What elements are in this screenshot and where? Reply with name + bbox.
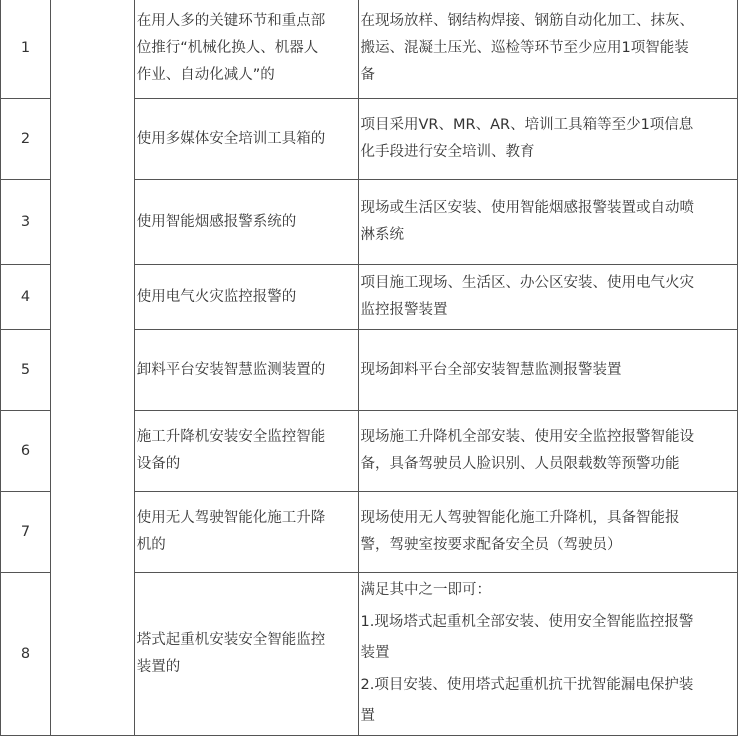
standard-cell: 项目采用VR、MR、AR、培训工具箱等至少1项信息 化手段进行安全培训、教育 [358, 99, 738, 180]
standard-cell: 现场施工升降机全部安装、使用安全监控报警智能设 备，具备驾驶员人脸识别、人员限载数等预警功能 [358, 411, 738, 492]
row-number: 2 [1, 99, 51, 180]
row-number: 6 [1, 411, 51, 492]
row-number: 7 [1, 492, 51, 573]
item-cell: 在用人多的关键环节和重点部 位推行“机械化换人、机器人 作业、自动化减人”的 [134, 0, 358, 99]
item-cell: 使用智能烟感报警系统的 [134, 180, 358, 265]
row-number: 1 [1, 0, 51, 99]
item-cell: 使用多媒体安全培训工具箱的 [134, 99, 358, 180]
standard-cell: 在现场放样、钢结构焊接、钢筋自动化加工、抹灰、 搬运、混凝土压光、巡检等环节至少应用1项智能装 备 [358, 0, 738, 99]
table-row [1, 0, 738, 99]
item-cell: 塔式起重机安装安全智能监控 装置的 [134, 573, 358, 736]
row-number: 8 [1, 573, 51, 736]
item-cell: 卸料平台安装智慧监测装置的 [134, 330, 358, 411]
row-number: 5 [1, 330, 51, 411]
category-cell [50, 0, 134, 736]
standard-cell: 现场或生活区安装、使用智能烟感报警装置或自动喷 淋系统 [358, 180, 738, 265]
standard-cell: 项目施工现场、生活区、办公区安装、使用电气火灾 监控报警装置 [358, 265, 738, 330]
standard-cell: 满足其中之一即可： 1.现场塔式起重机全部安装、使用安全智能监控报警 装置 2.项目安装、使用塔式起重机抗干扰智能漏电保护装 置 [358, 573, 738, 736]
item-cell: 使用电气火灾监控报警的 [134, 265, 358, 330]
item-cell: 使用无人驾驶智能化施工升降 机的 [134, 492, 358, 573]
standard-cell: 现场卸料平台全部安装智慧监测报警装置 [358, 330, 738, 411]
row-number: 4 [1, 265, 51, 330]
standard-cell: 现场使用无人驾驶智能化施工升降机，具备智能报 警，驾驶室按要求配备安全员（驾驶员） [358, 492, 738, 573]
row-number: 3 [1, 180, 51, 265]
item-cell: 施工升降机安装安全监控智能 设备的 [134, 411, 358, 492]
